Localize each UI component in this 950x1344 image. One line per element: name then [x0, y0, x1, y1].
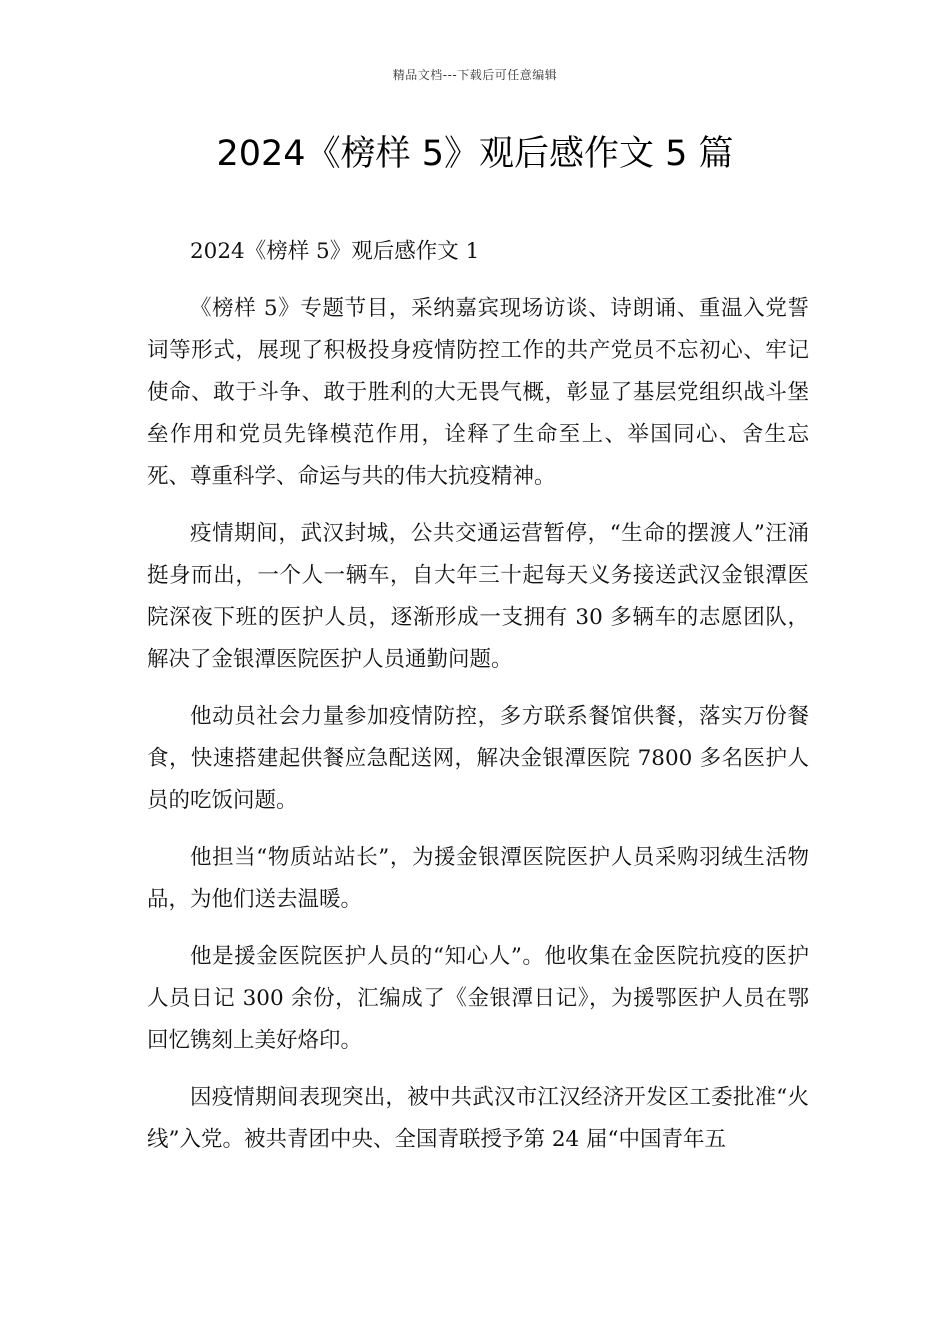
page-header-note: 精品文档---下载后可任意编辑 — [392, 68, 558, 82]
paragraph: 他是援金医院医护人员的“知心人”。他收集在金医院抗疫的医护人员日记 300 余份，汇编成了《金银潭日记》，为援鄂医护人员在鄂回忆镌刻上美好烙印。 — [147, 944, 809, 1053]
paragraph: 他动员社会力量参加疫情防控，多方联系餐馆供餐，落实万份餐食，快速搭建起供餐应急配送网，解决金银潭医院 7800 多名医护人员的吃饭问题。 — [147, 704, 809, 813]
paragraph: 因疫情期间表现突出，被中共武汉市江汉经济开发区工委批准“火线”入党。被共青团中央、全国青联授予第 24 届“中国青年五 — [147, 1085, 809, 1152]
paragraph: 《榜样 5》专题节目，采纳嘉宾现场访谈、诗朗诵、重温入党誓词等形式，展现了积极投身疫情防控工作的共产党员不忘初心、牢记使命、敢于斗争、敢于胜利的大无畏气概，彰显了基层党组织战斗堡垒作用和党员先锋模范作用，诠释了生命至上、举国同心、舍生忘死、尊重科学、命运与共的伟大抗疫精神。 — [147, 296, 809, 489]
document-title: 2024《榜样 5》观后感作文 5 篇 — [216, 134, 734, 174]
section-heading: 2024《榜样 5》观后感作文 1 — [190, 239, 480, 264]
paragraph: 疫情期间，武汉封城，公共交通运营暂停，“生命的摆渡人”汪涌挺身而出，一个人一辆车，自大年三十起每天义务接送武汉金银潭医院深夜下班的医护人员，逐渐形成一支拥有 30 多辆车的志愿团队，解决了金银潭医院医护人员通勤问题。 — [147, 521, 809, 672]
document-body — [147, 231, 809, 1176]
paragraph: 他担当“物质站站长”，为援金银潭医院医护人员采购羽绒生活物品，为他们送去温暖。 — [147, 845, 809, 912]
